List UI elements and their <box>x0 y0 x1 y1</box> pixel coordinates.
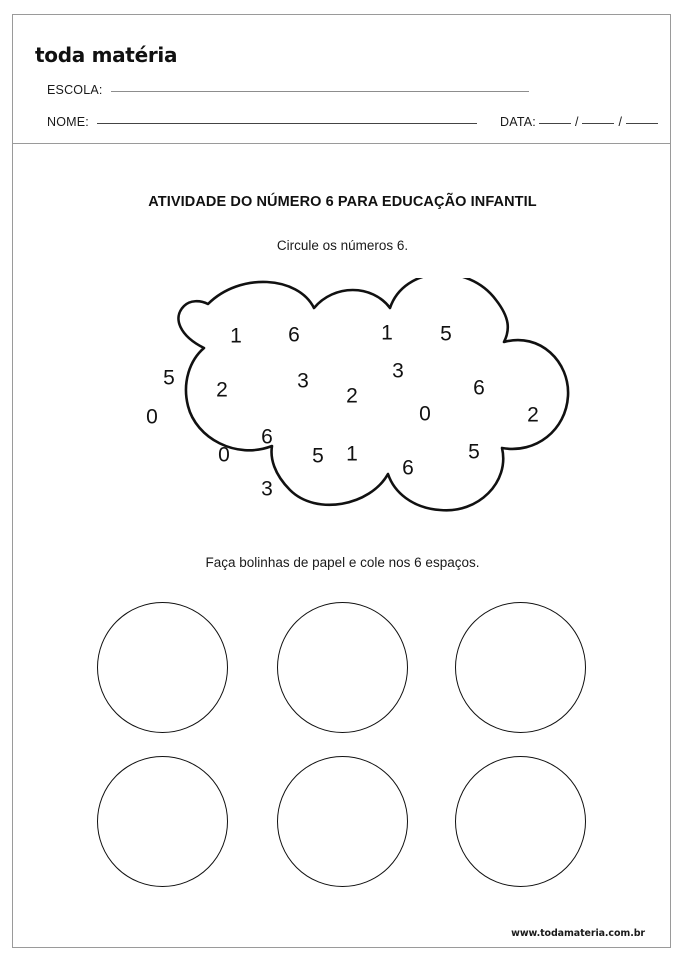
cloud-number[interactable]: 6 <box>473 376 485 400</box>
brand-logo: toda matéria <box>35 43 178 67</box>
cloud-number[interactable]: 0 <box>419 402 431 426</box>
worksheet-header <box>13 15 670 143</box>
paste-circle[interactable] <box>277 602 408 733</box>
date-separator-2: / <box>618 115 622 129</box>
name-field-row <box>47 115 477 129</box>
paste-circle[interactable] <box>97 602 228 733</box>
date-separator-1: / <box>574 115 579 129</box>
cloud-numbers-layer <box>112 278 574 526</box>
paste-circles-grid <box>97 602 587 887</box>
instruction-paste-balls: Faça bolinhas de papel e cole nos 6 espaços. <box>205 555 480 570</box>
cloud-number[interactable]: 3 <box>261 477 273 501</box>
cloud-number[interactable]: 6 <box>402 456 414 480</box>
name-label: NOME: <box>47 115 89 129</box>
date-month-input[interactable] <box>582 123 614 124</box>
paste-circle[interactable] <box>455 602 586 733</box>
paste-circle[interactable] <box>97 756 228 887</box>
date-label: DATA: <box>500 115 536 129</box>
cloud-number[interactable]: 3 <box>297 369 309 393</box>
date-day-input[interactable] <box>539 123 571 124</box>
cloud-number[interactable]: 3 <box>392 359 404 383</box>
date-field-row <box>500 115 661 129</box>
school-field-row <box>47 83 529 97</box>
footer-website-url: www.todamateria.com.br <box>511 928 645 939</box>
cloud-number[interactable]: 0 <box>218 443 230 467</box>
cloud-number[interactable]: 6 <box>261 425 273 449</box>
paste-circle[interactable] <box>455 756 586 887</box>
cloud-number-search <box>112 278 574 526</box>
school-input-line[interactable] <box>111 91 529 92</box>
cloud-number[interactable]: 2 <box>527 403 539 427</box>
instruction-circle-sixes: Circule os números 6. <box>276 238 409 253</box>
cloud-number[interactable]: 1 <box>230 324 242 348</box>
name-input-line[interactable] <box>97 123 477 124</box>
cloud-number[interactable]: 1 <box>346 442 358 466</box>
school-label: ESCOLA: <box>47 83 103 97</box>
cloud-number[interactable]: 2 <box>346 384 358 408</box>
cloud-number[interactable]: 5 <box>468 440 480 464</box>
cloud-number[interactable]: 2 <box>216 378 228 402</box>
date-year-input[interactable] <box>626 123 658 124</box>
page-title: ATIVIDADE DO NÚMERO 6 PARA EDUCAÇÃO INFANTIL <box>148 194 537 210</box>
paste-circle[interactable] <box>277 756 408 887</box>
header-divider <box>13 143 670 144</box>
cloud-number[interactable]: 0 <box>146 405 158 429</box>
cloud-number[interactable]: 5 <box>312 444 324 468</box>
cloud-number[interactable]: 1 <box>381 321 393 345</box>
cloud-number[interactable]: 5 <box>440 322 452 346</box>
cloud-number[interactable]: 6 <box>288 323 300 347</box>
cloud-number[interactable]: 5 <box>163 366 175 390</box>
